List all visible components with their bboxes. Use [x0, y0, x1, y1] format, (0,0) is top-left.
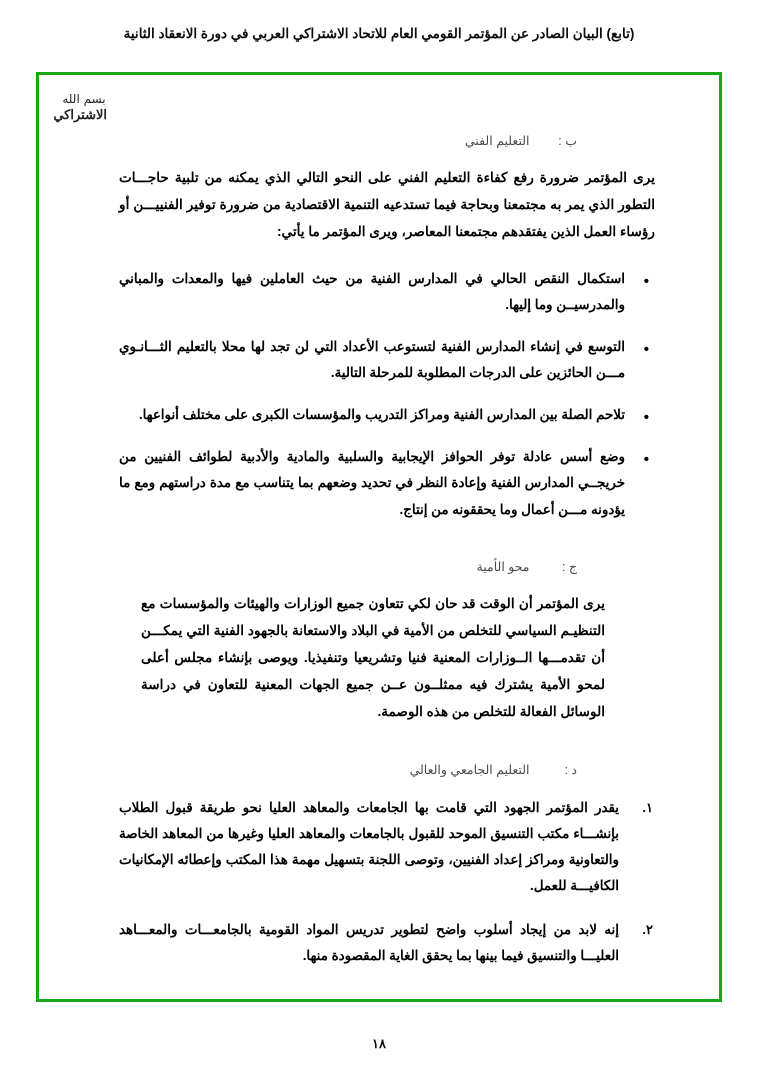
- emblem-logo: [53, 92, 107, 133]
- list-item-number: ٢.: [642, 922, 653, 938]
- list-item: • التوسع في إنشاء المدارس الفنية لتستوعب الأعداد التي لن تجد لها محلا بالتعليم الثـــانـوي مـــن الحائزين على الدرجات المطلوبة للمرحلة التالية.: [119, 334, 651, 386]
- section-heading-technical-education: [85, 133, 577, 148]
- section-marker-b: ب :: [558, 134, 577, 148]
- list-item: • تلاحم الصلة بين المدارس الفنية ومراكز التدريب والمؤسسات الكبرى على مختلف أنواعها.: [119, 402, 651, 428]
- list-item: • وضع أسس عادلة توفر الحوافز الإيجابية والسلبية والمادية والأدبية لطوائف الفنيين من خريجــي المدارس الفنية وإعادة النظر في تحديد وضعهم بما يتناسب مع مدة دراستهم ومع ما يؤدونه مـــن أعمال وما يحققونه من إنتاج.: [119, 444, 651, 522]
- list-item-text: إنه لابد من إيجاد أسلوب واضح لتطوير تدريس المواد القومية بالجامعـــات والمعـــاهد العليـــا والتنسيق فيما بينها بما يحقق الغاية المقصودة منها.: [119, 922, 619, 964]
- emblem-bottom-text: الاشتراكي: [53, 106, 107, 122]
- section-intro-c: يرى المؤتمر أن الوقت قد حان لكي تتعاون جميع الوزارات والهيئات والمؤسسات مع التنظيـم السياسي للتخلص من الأمية في البلاد والاستعانة بالجهود الفنية التي يمكـــن أن تقدمـــها الــوزارات المعنية فنيا وتشريعيا وتنفيذيا. ويوصى بإنشاء مجلس أعلى لمحو الأمية يشترك فيه ممثلــون عــن جميع الجهات المعنية للتعاون في دراسة الوسائل الفعالة للتخلص من هذه الوصمة.: [141, 595, 605, 720]
- section-marker-c: ج :: [561, 559, 577, 574]
- section-title-b: التعليم الفني: [464, 134, 530, 148]
- content-body: [39, 75, 719, 999]
- section-intro-b: يرى المؤتمر ضرورة رفع كفاءة التعليم الفني على النحو التالي الذي يمكنه من تلبية حاجـــات التطور الذي يمر به مجتمعنا وبحاجة فيما تستدعيه التنمية الاقتصادية من ضرورة توفير الفنييـــن أو رؤساء العمل الذين يفتقدهم مجتمعنا المعاصر، ويرى المؤتمر ما يأتي:: [119, 170, 655, 240]
- emblem-top-text: بسم الله: [62, 92, 106, 106]
- section-heading-higher-education: [85, 762, 577, 777]
- numbered-list-d: [119, 795, 653, 970]
- list-item-number: ١.: [642, 799, 653, 815]
- list-item: [119, 917, 653, 969]
- list-item: • استكمال النقص الحالي في المدارس الفنية من حيث العاملين فيها والمعدات والمباني والمدرسيــن وما إليها.: [119, 266, 651, 318]
- page-header: (تابع) البيان الصادر عن المؤتمر القومي العام للاتحاد الاشتراكي العربي في دورة الانعقاد الثانية: [123, 26, 635, 41]
- page-number: ١٨: [372, 1036, 386, 1051]
- section-title-d: التعليم الجامعي والعالي: [409, 762, 530, 777]
- section-marker-d: د :: [564, 762, 577, 777]
- bullet-list-b: [119, 266, 651, 523]
- section-heading-illiteracy: [85, 559, 577, 574]
- content-frame: [36, 72, 722, 1002]
- section-title-c: محو الأمية: [476, 559, 530, 574]
- list-item: [119, 795, 653, 900]
- list-item-text: يقدر المؤتمر الجهود التي قامت بها الجامعات والمعاهد العليا نحو طريقة قبول الطلاب بإنشـــاء مكتب التنسيق الموحد للقبول بالجامعات والمعاهد العليا وغيرها من المعاهد الخاصة والتعاونية ومراكز إعداد الفنيين، وتوصى اللجنة بتسهيل مهمة هذا المكتب وإعطائه الإمكانيات الكافيـــة للعمل.: [119, 799, 619, 894]
